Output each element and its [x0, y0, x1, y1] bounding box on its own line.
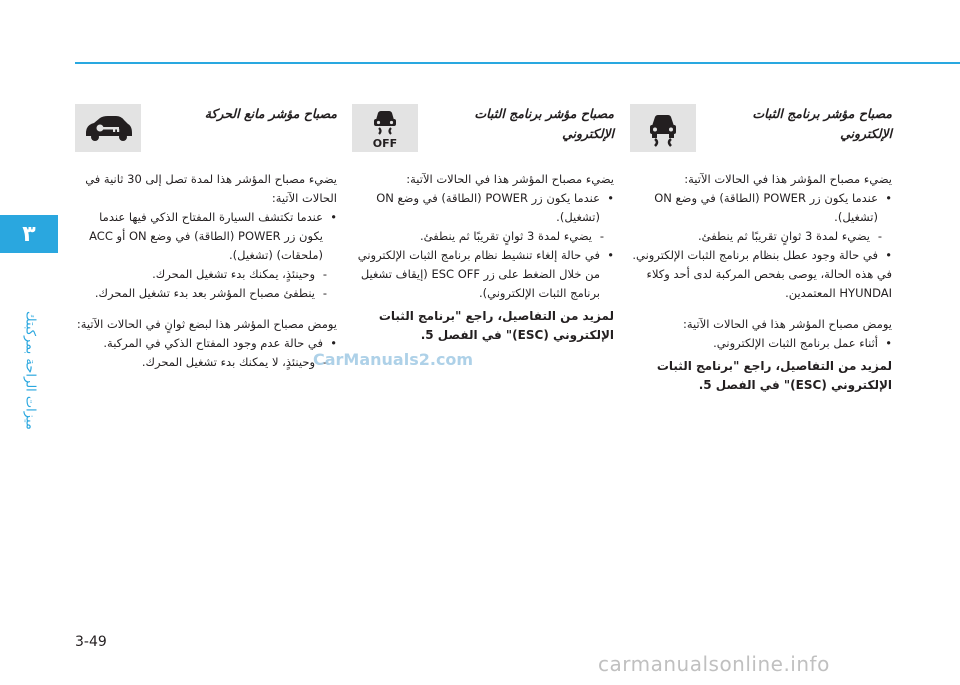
bullet-item: • في حالة وجود عطل بنظام برنامج الثبات الإلكتروني. — [630, 246, 892, 265]
chapter-number: ٣ — [22, 221, 36, 247]
footer-watermark: carmanualsonline.info — [598, 652, 830, 676]
bullet-item: • عندما يكون زر POWER (الطاقة) في وضع ON (تشغيل). — [352, 189, 614, 227]
section-title: مصباح مؤشر برنامج الثبات الإلكتروني — [474, 106, 614, 141]
bullet-item: • في حالة عدم وجود المفتاح الذكي في المركبة. — [75, 334, 337, 353]
sub-item: - وحينئذٍ، لا يمكنك بدء تشغيل المحرك. — [75, 353, 337, 372]
section-header — [352, 104, 614, 156]
sub-item: - يضيء لمدة 3 ثوانٍ تقريبًا ثم ينطفئ. — [630, 227, 892, 246]
esc-off-indicator-section — [352, 104, 614, 345]
page-number: 3-49 — [75, 634, 107, 650]
sub-item: - وحينئذٍ، يمكنك بدء تشغيل المحرك. — [75, 265, 337, 284]
chapter-title: ميزات الراحة بمركبتك — [22, 311, 38, 430]
intro-text: يومض مصباح المؤشر هذا في الحالات الآتية: — [683, 317, 892, 331]
sub-item: - يضيء لمدة 3 ثوانٍ تقريبًا ثم ينطفئ. — [352, 227, 614, 246]
section-header — [75, 104, 337, 156]
sub-item: - ينطفئ مصباح المؤشر بعد بدء تشغيل المحرك. — [75, 284, 337, 303]
top-rule — [75, 62, 960, 64]
chapter-tab — [0, 215, 58, 253]
bullet-item: • أثناء عمل برنامج الثبات الإلكتروني. — [630, 334, 892, 353]
intro-text: يضيء مصباح المؤشر هذا في الحالات الآتية: — [406, 172, 614, 186]
bullet-item: • عندما تكتشف السيارة المفتاح الذكي فيها عندما يكون زر POWER (الطاقة) في وضع ON أو ACC (ملحقات) (تشغيل). — [75, 208, 337, 265]
site-watermark: CarManuals2.com — [313, 350, 474, 369]
intro-text: يومض مصباح المؤشر هذا لبضع ثوانٍ في الحالات الآتية: — [76, 317, 337, 331]
intro-text: يضيء مصباح المؤشر هذا في الحالات الآتية: — [684, 172, 892, 186]
esc-skid-icon — [630, 104, 696, 152]
immobilizer-key-car-icon — [75, 104, 141, 152]
section-title: مصباح مؤشر برنامج الثبات الإلكتروني — [752, 106, 892, 141]
off-label: OFF — [372, 137, 398, 150]
esc-off-icon — [352, 104, 418, 152]
intro-text: يضيء مصباح المؤشر هذا لمدة تصل إلى 30 ثانية في الحالات الآتية: — [85, 172, 337, 205]
section-header — [630, 104, 892, 156]
bullet-item: • عندما يكون زر POWER (الطاقة) في وضع ON (تشغيل). — [630, 189, 892, 227]
immobilizer-indicator-section — [75, 104, 337, 372]
esc-indicator-section — [630, 104, 892, 395]
reference-note: لمزيد من التفاصيل، راجع "برنامج الثبات الإلكتروني (ESC)" في الفصل 5. — [656, 359, 892, 392]
reference-note: لمزيد من التفاصيل، راجع "برنامج الثبات الإلكتروني (ESC)" في الفصل 5. — [378, 309, 614, 342]
paragraph: في هذه الحالة، يوصى بفحص المركبة لدى أحد وكلاء HYUNDAI المعتمدين. — [646, 267, 892, 300]
section-title: مصباح مؤشر مانع الحركة — [204, 106, 337, 121]
bullet-item: • في حالة إلغاء تنشيط نظام برنامج الثبات الإلكتروني من خلال الضغط على زر ESC OFF (إيقاف تشغيل برنامج الثبات الإلكتروني). — [352, 246, 614, 303]
